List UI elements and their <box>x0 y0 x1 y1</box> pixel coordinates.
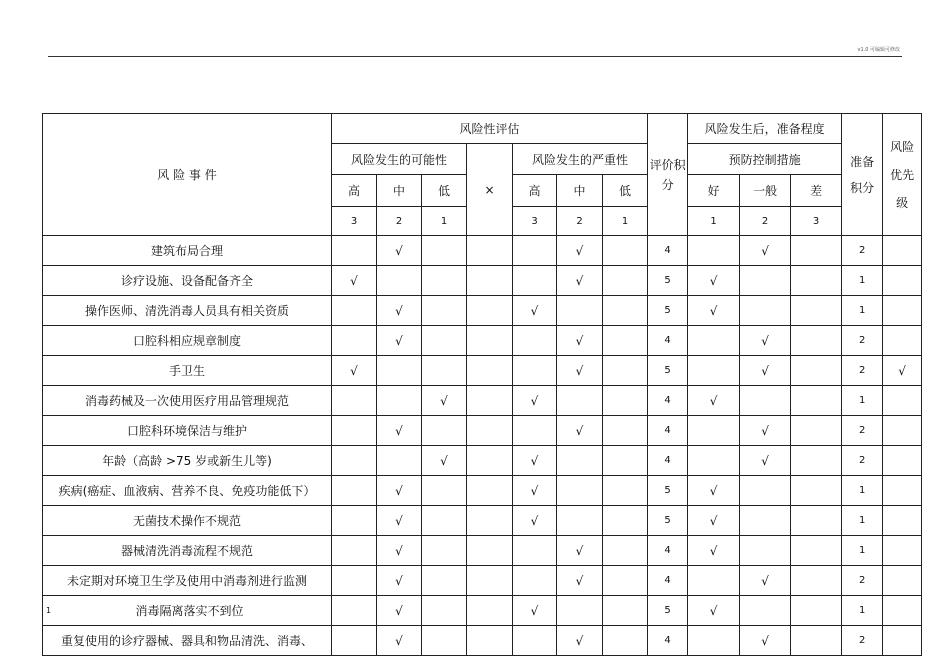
risk-event: 年龄（高龄 >75 岁或新生儿等) <box>102 454 272 468</box>
severity-check-cell: √ <box>513 476 557 506</box>
severity-check-cell: √ <box>557 536 603 566</box>
risk-event: 口腔科环境保洁与维护 <box>126 424 247 438</box>
times-cell <box>467 416 513 446</box>
priority-cell <box>883 626 922 656</box>
score-cell: 4 <box>648 536 688 566</box>
probability-header: 风险发生的可能性 <box>332 144 467 175</box>
table-row <box>43 356 922 386</box>
probability-check-cell: √ <box>377 566 422 596</box>
table-row <box>43 596 922 626</box>
priority-cell <box>883 446 922 476</box>
table-row <box>43 506 922 536</box>
risk-assessment-header: 风险性评估 <box>332 114 648 144</box>
risk-event-cell <box>43 266 332 296</box>
severity-check-cell <box>603 296 648 326</box>
sev-score-mid: 2 <box>557 207 603 236</box>
prep-score-cell: 1 <box>842 266 883 296</box>
severity-check-cell <box>603 536 648 566</box>
table-row <box>43 326 922 356</box>
probability-check-cell <box>332 386 377 416</box>
control-check-cell <box>688 446 740 476</box>
control-check-cell: √ <box>740 416 791 446</box>
probability-check-cell <box>332 326 377 356</box>
probability-check-cell <box>332 476 377 506</box>
times-cell <box>467 506 513 536</box>
controls-header: 预防控制措施 <box>688 144 842 175</box>
times-cell <box>467 476 513 506</box>
score-cell: 5 <box>648 296 688 326</box>
probability-check-cell: √ <box>332 356 377 386</box>
control-check-cell <box>740 386 791 416</box>
score-cell: 4 <box>648 236 688 266</box>
prep-score-cell: 1 <box>842 386 883 416</box>
severity-check-cell <box>603 236 648 266</box>
probability-check-cell <box>332 536 377 566</box>
times-cell <box>467 536 513 566</box>
severity-check-cell <box>603 416 648 446</box>
score-cell: 4 <box>648 446 688 476</box>
probability-check-cell <box>377 266 422 296</box>
control-check-cell <box>688 236 740 266</box>
score-cell: 5 <box>648 356 688 386</box>
probability-check-cell <box>422 476 467 506</box>
risk-event: 操作医师、清洗消毒人员具有相关资质 <box>84 304 289 318</box>
severity-check-cell: √ <box>513 446 557 476</box>
severity-check-cell <box>557 446 603 476</box>
risk-event-cell <box>43 236 332 266</box>
priority-cell <box>883 386 922 416</box>
severity-check-cell <box>557 596 603 626</box>
prep-score-header: 准备积分 <box>842 114 883 236</box>
priority-cell <box>883 326 922 356</box>
prob-level-mid: 中 <box>377 175 422 207</box>
control-check-cell <box>688 416 740 446</box>
probability-check-cell <box>422 626 467 656</box>
table-row <box>43 566 922 596</box>
score-cell: 4 <box>648 566 688 596</box>
severity-check-cell: √ <box>513 596 557 626</box>
risk-event: 建筑布局合理 <box>150 244 223 258</box>
probability-check-cell <box>377 356 422 386</box>
risk-event-cell <box>43 536 332 566</box>
probability-check-cell <box>422 236 467 266</box>
prob-score-mid: 2 <box>377 207 422 236</box>
sev-score-low: 1 <box>603 207 648 236</box>
probability-check-cell: √ <box>377 236 422 266</box>
control-check-cell <box>740 536 791 566</box>
severity-check-cell: √ <box>557 626 603 656</box>
prep-score-cell: 2 <box>842 566 883 596</box>
control-check-cell <box>791 476 842 506</box>
prep-score-cell: 2 <box>842 416 883 446</box>
control-check-cell: √ <box>688 596 740 626</box>
control-check-cell <box>791 506 842 536</box>
control-check-cell <box>791 236 842 266</box>
preparedness-header: 风险发生后，准备程度 <box>688 114 842 144</box>
priority-cell <box>883 296 922 326</box>
risk-event: 无菌技术操作不规范 <box>132 514 241 528</box>
table-row <box>43 386 922 416</box>
header-rule <box>48 56 902 57</box>
control-check-cell <box>791 296 842 326</box>
score-cell: 4 <box>648 326 688 356</box>
probability-check-cell <box>422 326 467 356</box>
prep-score-cell: 2 <box>842 626 883 656</box>
priority-cell <box>883 476 922 506</box>
severity-check-cell <box>603 596 648 626</box>
risk-event: 器械清洗消毒流程不规范 <box>120 544 253 558</box>
risk-event: 重复使用的诊疗器械、器具和物品清洗、消毒、 <box>60 634 313 648</box>
control-check-cell <box>791 566 842 596</box>
risk-event: 消毒隔离落实不到位 <box>135 604 244 618</box>
severity-check-cell: √ <box>513 296 557 326</box>
prep-score-cell: 1 <box>842 476 883 506</box>
risk-event-cell <box>43 356 332 386</box>
table-body <box>43 236 922 656</box>
severity-check-cell <box>513 416 557 446</box>
control-check-cell <box>740 506 791 536</box>
risk-event-cell <box>43 446 332 476</box>
times-cell <box>467 446 513 476</box>
prep-score-cell: 1 <box>842 296 883 326</box>
control-check-cell <box>791 356 842 386</box>
probability-check-cell <box>422 356 467 386</box>
table-row <box>43 236 922 266</box>
probability-check-cell: √ <box>377 326 422 356</box>
probability-check-cell <box>332 296 377 326</box>
control-check-cell <box>688 326 740 356</box>
probability-check-cell <box>422 296 467 326</box>
probability-check-cell: √ <box>377 596 422 626</box>
table-row <box>43 476 922 506</box>
table-row <box>43 626 922 656</box>
score-cell: 4 <box>648 416 688 446</box>
control-check-cell <box>791 446 842 476</box>
severity-check-cell <box>603 626 648 656</box>
control-check-cell <box>791 326 842 356</box>
control-check-cell <box>791 416 842 446</box>
control-check-cell: √ <box>688 476 740 506</box>
score-cell: 5 <box>648 506 688 536</box>
probability-check-cell: √ <box>377 416 422 446</box>
score-header: 评价积分 <box>648 114 688 236</box>
control-check-cell: √ <box>688 506 740 536</box>
risk-event: 疾病(癌症、血液病、营养不良、免疫功能低下） <box>58 484 316 498</box>
priority-cell <box>883 596 922 626</box>
times-cell <box>467 356 513 386</box>
risk-event-cell <box>43 476 332 506</box>
risk-event-cell <box>43 566 332 596</box>
control-check-cell <box>791 266 842 296</box>
severity-check-cell: √ <box>557 356 603 386</box>
severity-check-cell <box>603 386 648 416</box>
priority-cell <box>883 266 922 296</box>
control-check-cell: √ <box>740 446 791 476</box>
risk-event-cell <box>43 296 332 326</box>
probability-check-cell: √ <box>377 626 422 656</box>
times-cell <box>467 266 513 296</box>
control-check-cell <box>688 626 740 656</box>
control-check-cell <box>791 626 842 656</box>
risk-event-cell <box>43 386 332 416</box>
severity-check-cell <box>513 536 557 566</box>
control-check-cell: √ <box>740 356 791 386</box>
table-row <box>43 446 922 476</box>
prep-score-cell: 1 <box>842 536 883 566</box>
probability-check-cell <box>377 386 422 416</box>
severity-check-cell <box>603 356 648 386</box>
priority-header: 风险优先级 <box>883 114 922 236</box>
severity-check-cell: √ <box>513 386 557 416</box>
probability-check-cell <box>422 566 467 596</box>
prep-score-cell: 1 <box>842 596 883 626</box>
ctrl-level-good: 好 <box>688 175 740 207</box>
sev-level-mid: 中 <box>557 175 603 207</box>
severity-check-cell <box>513 566 557 596</box>
ctrl-score-good: 1 <box>688 207 740 236</box>
probability-check-cell <box>422 536 467 566</box>
row-index: 1 <box>46 606 52 615</box>
sev-score-high: 3 <box>513 207 557 236</box>
severity-check-cell <box>603 266 648 296</box>
severity-check-cell <box>603 566 648 596</box>
times-cell <box>467 326 513 356</box>
risk-event: 口腔科相应规章制度 <box>132 334 241 348</box>
control-check-cell: √ <box>688 266 740 296</box>
sev-level-high: 高 <box>513 175 557 207</box>
risk-event: 手卫生 <box>168 364 205 378</box>
probability-check-cell: √ <box>377 296 422 326</box>
probability-check-cell <box>422 266 467 296</box>
severity-check-cell <box>513 626 557 656</box>
risk-event-cell <box>43 626 332 656</box>
prob-score-high: 3 <box>332 207 377 236</box>
risk-event-cell <box>43 596 332 626</box>
severity-check-cell <box>513 356 557 386</box>
table-row <box>43 536 922 566</box>
times-cell <box>467 386 513 416</box>
priority-cell <box>883 566 922 596</box>
control-check-cell: √ <box>688 386 740 416</box>
priority-cell: √ <box>883 356 922 386</box>
probability-check-cell <box>422 416 467 446</box>
probability-check-cell: √ <box>377 476 422 506</box>
severity-check-cell <box>557 476 603 506</box>
table-row <box>43 266 922 296</box>
score-cell: 4 <box>648 386 688 416</box>
priority-cell <box>883 506 922 536</box>
control-check-cell <box>688 566 740 596</box>
ctrl-level-fair: 一般 <box>740 175 791 207</box>
table-row <box>43 416 922 446</box>
prep-score-cell: 2 <box>842 236 883 266</box>
control-check-cell: √ <box>688 296 740 326</box>
times-cell <box>467 296 513 326</box>
severity-check-cell <box>603 446 648 476</box>
table-row <box>43 296 922 326</box>
control-check-cell: √ <box>740 626 791 656</box>
severity-check-cell <box>557 296 603 326</box>
probability-check-cell <box>422 506 467 536</box>
prep-score-cell: 2 <box>842 356 883 386</box>
probability-check-cell: √ <box>422 386 467 416</box>
score-cell: 5 <box>648 596 688 626</box>
control-check-cell <box>740 476 791 506</box>
probability-check-cell <box>332 416 377 446</box>
probability-check-cell: √ <box>377 536 422 566</box>
times-cell <box>467 626 513 656</box>
control-check-cell: √ <box>740 236 791 266</box>
score-cell: 5 <box>648 476 688 506</box>
control-check-cell <box>791 386 842 416</box>
severity-check-cell <box>603 476 648 506</box>
probability-check-cell <box>377 446 422 476</box>
severity-check-cell: √ <box>513 506 557 536</box>
probability-check-cell <box>332 236 377 266</box>
probability-check-cell <box>332 596 377 626</box>
probability-check-cell <box>332 566 377 596</box>
risk-event-cell <box>43 506 332 536</box>
risk-assessment-table <box>42 113 922 656</box>
times-cell <box>467 236 513 266</box>
priority-cell <box>883 536 922 566</box>
score-cell: 4 <box>648 626 688 656</box>
severity-check-cell <box>557 506 603 536</box>
times-cell <box>467 596 513 626</box>
control-check-cell: √ <box>740 566 791 596</box>
control-check-cell <box>740 296 791 326</box>
probability-check-cell: √ <box>332 266 377 296</box>
prep-score-cell: 2 <box>842 326 883 356</box>
sev-level-low: 低 <box>603 175 648 207</box>
severity-check-cell: √ <box>557 566 603 596</box>
ctrl-score-poor: 3 <box>791 207 842 236</box>
control-check-cell: √ <box>688 536 740 566</box>
risk-event: 消毒药械及一次使用医疗用品管理规范 <box>84 394 289 408</box>
probability-check-cell <box>332 506 377 536</box>
prob-level-low: 低 <box>422 175 467 207</box>
severity-check-cell: √ <box>557 266 603 296</box>
severity-check-cell <box>603 326 648 356</box>
severity-check-cell <box>557 386 603 416</box>
probability-check-cell: √ <box>422 446 467 476</box>
probability-check-cell <box>332 446 377 476</box>
severity-check-cell <box>513 236 557 266</box>
times-header: × <box>467 144 513 236</box>
risk-event: 诊疗设施、设备配备齐全 <box>120 274 253 288</box>
severity-check-cell <box>513 326 557 356</box>
control-check-cell <box>740 266 791 296</box>
times-cell <box>467 566 513 596</box>
risk-event-cell <box>43 326 332 356</box>
severity-check-cell: √ <box>557 236 603 266</box>
severity-check-cell: √ <box>557 326 603 356</box>
probability-check-cell: √ <box>377 506 422 536</box>
score-cell: 5 <box>648 266 688 296</box>
prob-level-high: 高 <box>332 175 377 207</box>
ctrl-level-poor: 差 <box>791 175 842 207</box>
severity-header: 风险发生的严重性 <box>513 144 648 175</box>
prep-score-cell: 1 <box>842 506 883 536</box>
control-check-cell <box>791 536 842 566</box>
control-check-cell <box>740 596 791 626</box>
severity-check-cell: √ <box>557 416 603 446</box>
prep-score-cell: 2 <box>842 446 883 476</box>
control-check-cell <box>688 356 740 386</box>
priority-cell <box>883 236 922 266</box>
risk-event: 未定期对环境卫生学及使用中消毒剂进行监测 <box>66 574 307 588</box>
probability-check-cell <box>332 626 377 656</box>
severity-check-cell <box>513 266 557 296</box>
event-header: 风 险 事 件 <box>43 114 332 236</box>
risk-event-cell <box>43 416 332 446</box>
control-check-cell: √ <box>740 326 791 356</box>
priority-cell <box>883 416 922 446</box>
ctrl-score-fair: 2 <box>740 207 791 236</box>
header-note: v1.0 可编辑可修改 <box>857 47 900 53</box>
prob-score-low: 1 <box>422 207 467 236</box>
probability-check-cell <box>422 596 467 626</box>
control-check-cell <box>791 596 842 626</box>
severity-check-cell <box>603 506 648 536</box>
